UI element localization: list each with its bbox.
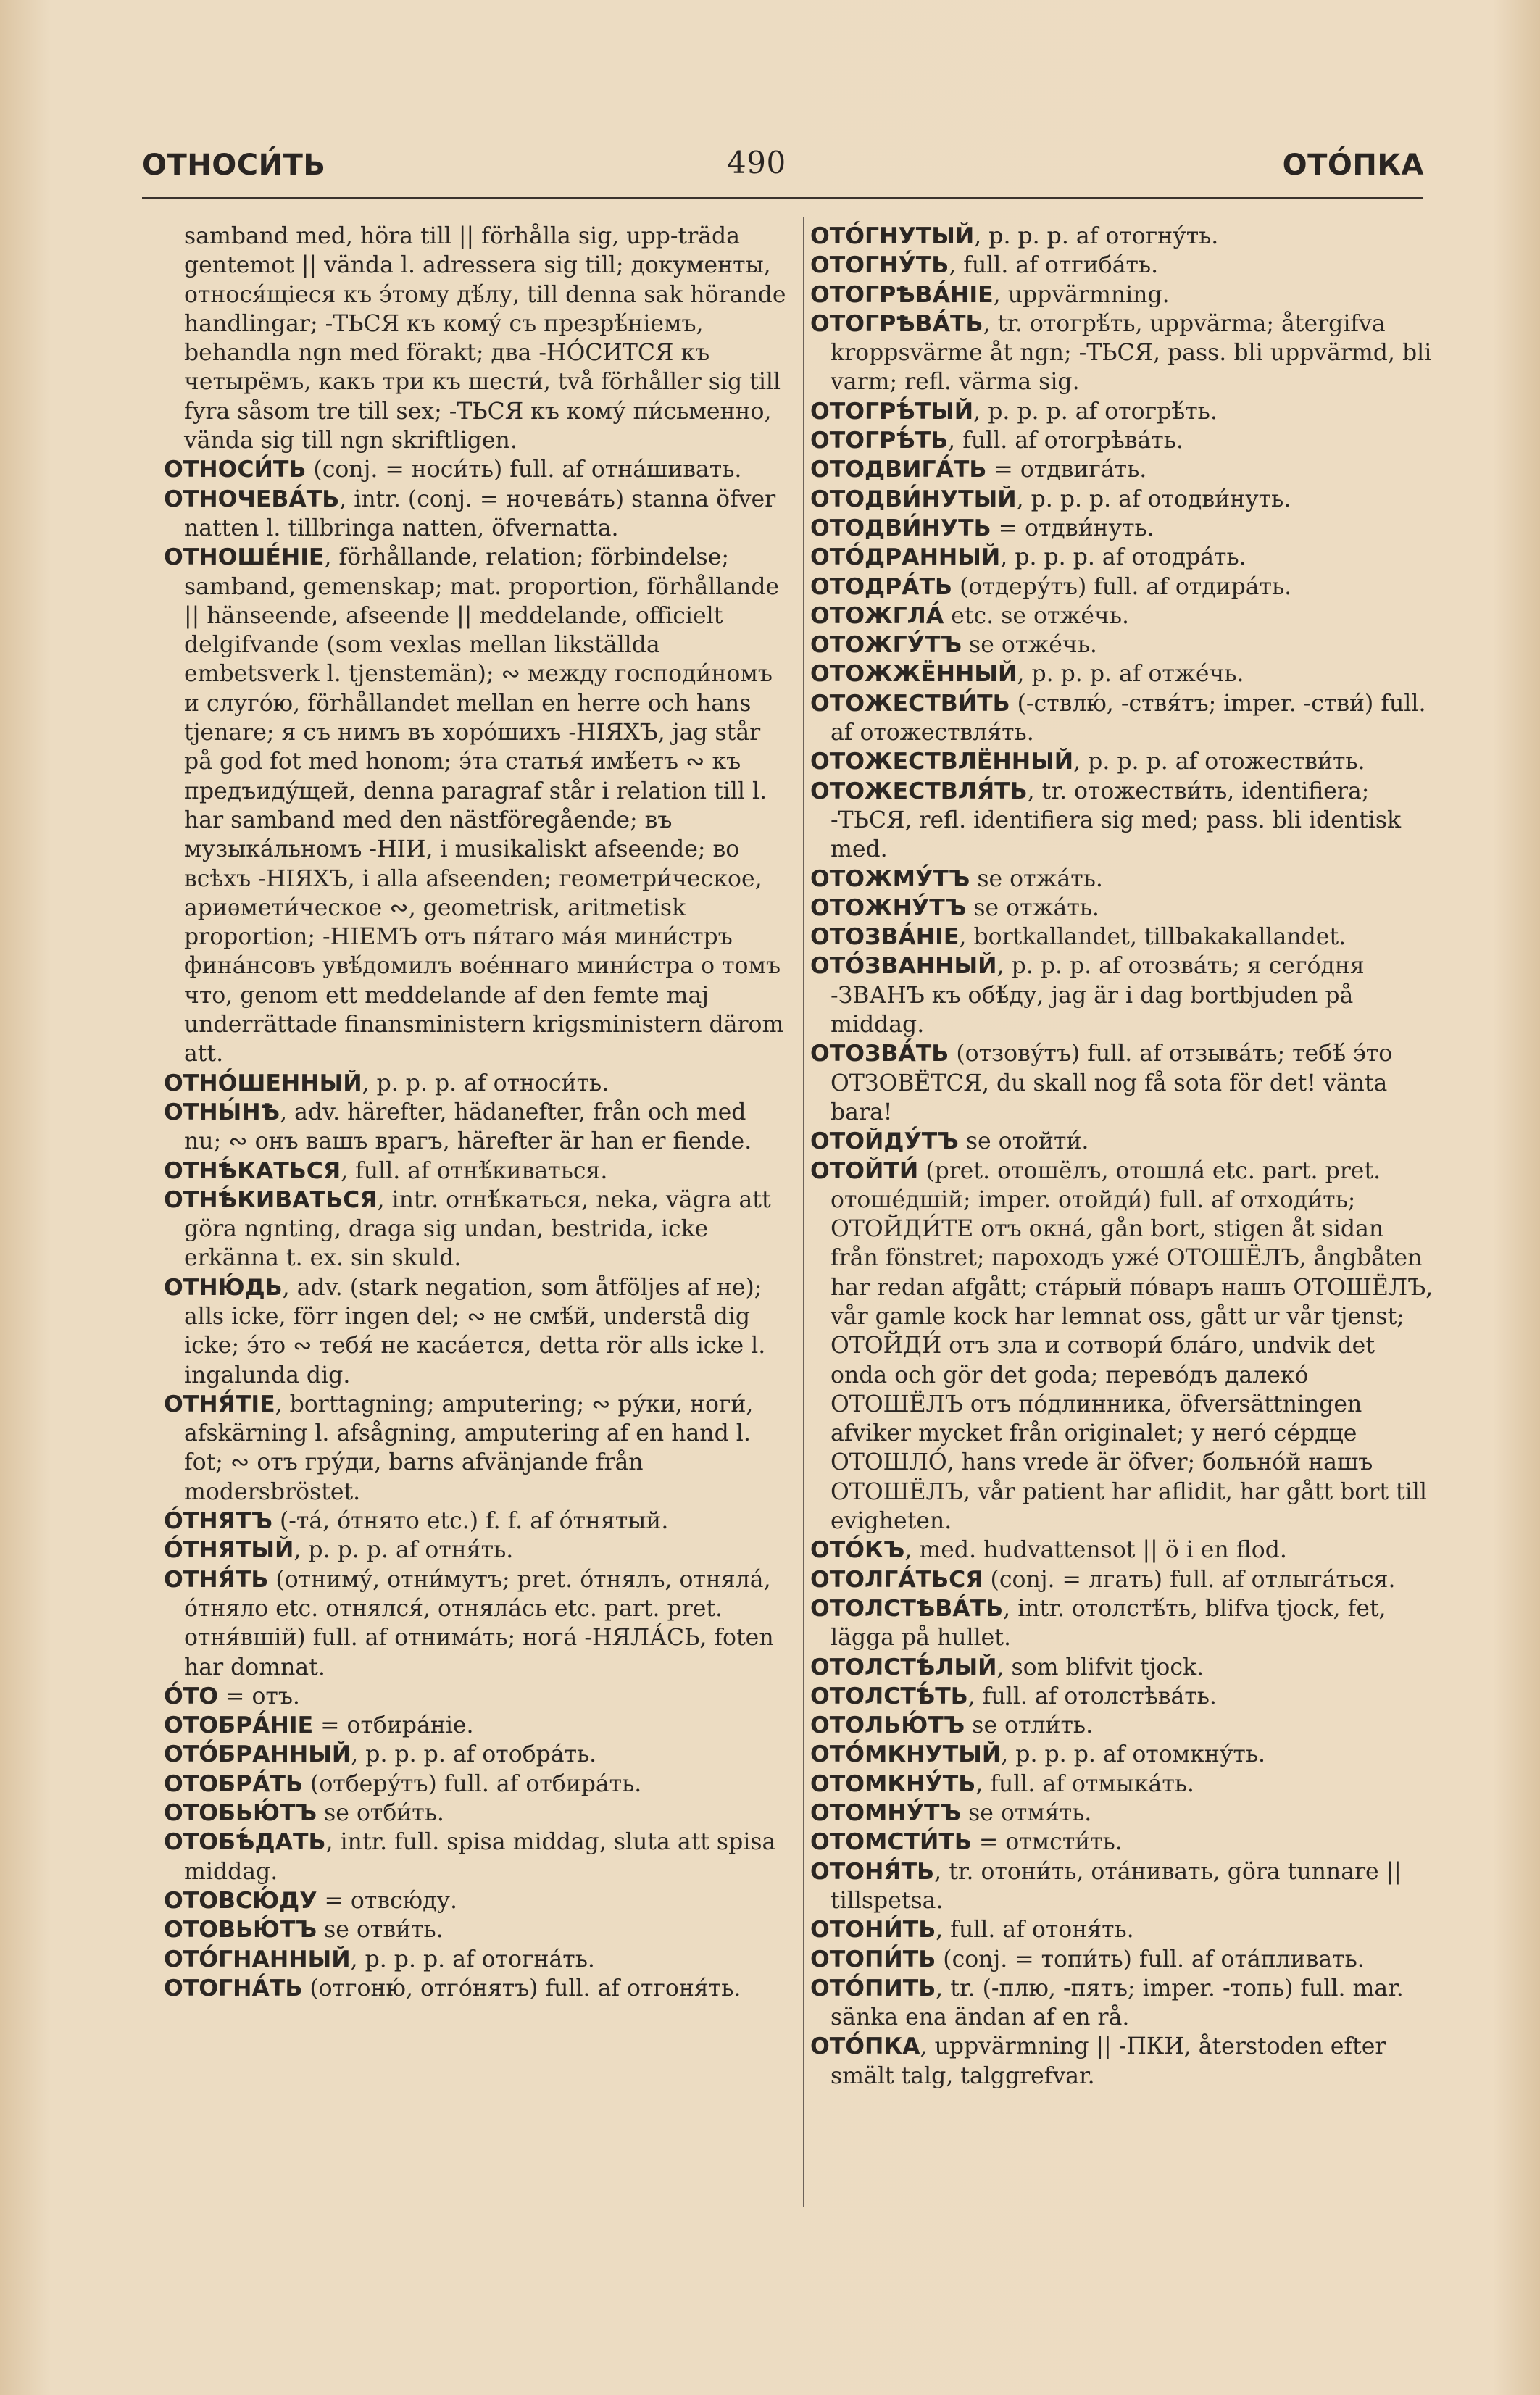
entry-definition: (-ствлю́, -ствя́тъ; imper. -стви́) full. af отожествля́ть. [831, 690, 1426, 746]
entry-definition: = отмсти́ть. [971, 1829, 1123, 1856]
entry-definition: , intr. отнѣ́каться, neka, vägra att göra ngnting, draga sig undan, bestrida, icke erkänna t. ex. sin skuld. [184, 1186, 771, 1272]
dictionary-entry [164, 1799, 788, 1828]
dictionary-entry [164, 455, 788, 484]
entry-headword: ОТОВЬЮ́ТЪ [164, 1917, 317, 1944]
entry-headword: ОТОЖЕСТВИ́ТЬ [810, 690, 1010, 717]
dictionary-entry [164, 1390, 788, 1507]
entry-headword: ОТОМСТИ́ТЬ [810, 1829, 972, 1856]
entry-definition: , adv. (stark negation, som åtföljes af не); alls icke, förr ingen del; ∾ не смѣ́й, understå dig icke; э́то ∾ тебя́ не каса́ется, detta rör alls icke l. ingalunda dig. [184, 1274, 766, 1388]
entry-definition: , som blifvit tjock. [996, 1654, 1204, 1680]
entry-headword: ОТО́ГНУТЫЙ [810, 223, 975, 249]
entry-headword: ОТОГРѢ́ТЬ [810, 428, 949, 454]
entry-definition: , p. p. p. af относи́ть. [362, 1070, 609, 1096]
dictionary-entry [164, 1740, 788, 1769]
entry-headword: ОТОДВИ́НУТЬ [810, 515, 991, 541]
entry-headword: ОТНО́ШЕННЫЙ [164, 1070, 362, 1096]
entry-definition: , full. af отогрѣва́ть. [948, 428, 1183, 454]
entry-definition: , p. p. p. af отомкну́ть. [1001, 1741, 1265, 1768]
entry-headword: ОТОДВИГА́ТЬ [810, 457, 987, 483]
dictionary-entry [164, 1886, 788, 1915]
entry-definition: , tr. отогрѣ́ть, uppvärma; återgifva kroppsvärme åt ngn; -ТЬСЯ, pass. bli uppvärmd, bli varm; refl. värma sig. [831, 310, 1432, 396]
entry-headword: ОТОГРѢВА́НІЕ [810, 281, 994, 308]
dictionary-entry [164, 1157, 788, 1186]
dictionary-entry [810, 747, 1433, 776]
entry-headword: ОТОЖГУ́ТЪ [810, 632, 962, 659]
entry-definition: (отгоню́, отго́нятъ) full. af отгоня́ть. [302, 1975, 741, 2002]
entry-headword: ОТО́КЪ [810, 1537, 905, 1564]
entry-definition: se отби́ть. [317, 1800, 444, 1827]
entry-headword: ОТНОЧЕВА́ТЬ [164, 486, 340, 512]
dictionary-entry [810, 222, 1433, 251]
entry-definition: , uppvärmning || -ПКИ, återstoden efter smält talg, talggrefvar. [831, 2033, 1386, 2089]
dictionary-entry [810, 543, 1433, 572]
entry-definition: , p. p. p. af отодра́ть. [1000, 544, 1246, 571]
entry-headword: ОТОГНУ́ТЬ [810, 252, 949, 279]
entry-headword: ОТОНИ́ТЬ [810, 1917, 936, 1944]
dictionary-entry [164, 543, 788, 1068]
page-number: 490 [727, 145, 786, 180]
entry-definition: (отберу́тъ) full. af отбира́ть. [303, 1770, 642, 1797]
entry-headword: ОТО́ЗВАННЫЙ [810, 953, 997, 980]
entry-headword: ОТНѢ́КИВАТЬСЯ [164, 1186, 378, 1213]
entry-headword: ОТНОСИ́ТЬ [164, 457, 307, 483]
entry-definition: , full. af отоня́ть. [936, 1917, 1134, 1944]
entry-headword: ОТОЖЕСТВЛЯ́ТЬ [810, 778, 1028, 804]
entry-headword: ОТОЙТИ́ [810, 1157, 919, 1184]
left-column [164, 222, 788, 2003]
entry-definition: (отниму́, отни́мутъ; pret. о́тнялъ, отняла́, о́тняло etc. отнялся́, отняла́сь etc. part. pret. отня́вшій) full. af отнима́ть; нога́ -НЯЛА́СЬ, foten har domnat. [184, 1566, 774, 1680]
entry-headword: ОТОГРѢВА́ТЬ [810, 310, 983, 337]
entry-headword: ОТОЛСТѢ́ЛЫЙ [810, 1654, 997, 1680]
entry-definition: samband med, höra till || förhålla sig, upp-träda gentemot || vända l. adressera sig till; документы, относя́щіеся къ э́тому дѣ́лу, till denna sak hörande handlingar; -ТЬСЯ къ кому́ съ презрѣ́ніемъ, behandla ngn med förakt; два -НО́СИТСЯ къ четырёмъ, какъ три къ шести́, två förhåller sig till fyra såsom tre till sex; -ТЬСЯ къ кому́ пи́сьменно, vända sig till ngn skriftligen. [184, 223, 786, 454]
entry-headword: ОТОБРА́НІЕ [164, 1712, 314, 1739]
entry-headword: ОТОЛСТѢВА́ТЬ [810, 1595, 1004, 1622]
dictionary-entry [164, 1711, 788, 1740]
entry-definition: , full. af отолстѣва́ть. [967, 1683, 1217, 1709]
dictionary-entry [810, 689, 1433, 748]
entry-definition: , borttagning; amputering; ∾ ру́ки, ноги́, afskärning l. afsågning, amputering af en hand l. fot; ∾ отъ гру́ди, barns afvänjande från modersbröstet. [184, 1391, 754, 1505]
entry-definition: , full. af отгиба́ть. [949, 252, 1159, 279]
entry-headword: О́ТНЯТЫЙ [164, 1537, 294, 1564]
entry-headword: О́ТО [164, 1683, 219, 1709]
entry-headword: ОТОПИ́ТЬ [810, 1946, 936, 1973]
header-rule [142, 197, 1423, 199]
dictionary-entry [810, 601, 1433, 630]
entry-definition: , p. p. p. af отня́ть. [294, 1537, 514, 1564]
entry-definition: (conj. = лгать) full. af отлыга́ться. [983, 1566, 1396, 1593]
dictionary-entry [810, 1740, 1433, 1769]
dictionary-entry [164, 1682, 788, 1711]
dictionary-entry [810, 1157, 1433, 1536]
entry-definition: (отзову́тъ) full. af отзыва́ть; тебѣ́ э́то ОТЗОВЁТСЯ, du skall nog få sota för det! vänta bara! [831, 1041, 1393, 1125]
right-column [810, 222, 1433, 2091]
dictionary-entry [164, 1186, 788, 1273]
entry-headword: ОТОБѢ́ДАТЬ [164, 1829, 326, 1856]
entry-definition: , full. af отнѣ́киваться. [341, 1157, 608, 1184]
entry-definition: , tr. (-плю, -пятъ; imper. -топь) full. mar. sänka ena ändan af en rå. [831, 1975, 1404, 2031]
entry-definition: = отъ. [218, 1683, 300, 1709]
dictionary-entry [164, 1507, 788, 1536]
entry-definition: (pret. отошёлъ, отошла́ etc. part. pret. отоше́дшій; imper. отойди́) full. af отходи́ть; ОТОЙДИ́ТЕ отъ окна́, gån bort, stigen åt sidan från fönstret; пароходъ уже́ ОТОШЁЛЪ, ångbåten har redan afgått; ста́рый по́варъ нашъ ОТОШЁЛЪ, vår gamle kock har lemnat oss, gått ur vår tjenst; ОТОЙДИ́ отъ зла и сотвори́ бла́го, undvik det onda och gör det goda; перево́дъ далеко́ ОТОШЁЛЪ отъ по́длинника, öfversättningen afviker mycket från originalet; у него́ се́рдце ОТОШЛО́, hans vrede är öfver; больно́й нашъ ОТОШЁЛЪ, vår patient har aflidit, har gått bort till evigheten. [831, 1157, 1433, 1535]
dictionary-entry [164, 1945, 788, 1974]
dictionary-entry [810, 1945, 1433, 1974]
dictionary-entry [810, 485, 1433, 514]
entry-headword: ОТНЯ́ТЬ [164, 1566, 269, 1593]
entry-definition: , p. p. p. af отогрѣ́ть. [973, 398, 1218, 425]
entry-headword: ОТОЗВА́ТЬ [810, 1041, 949, 1067]
dictionary-entry [810, 1682, 1433, 1711]
entry-headword: ОТОВСЮ́ДУ [164, 1887, 317, 1914]
entry-headword: ОТОЖМУ́ТЪ [810, 865, 970, 892]
entry-headword: ОТОГНА́ТЬ [164, 1975, 303, 2002]
entry-definition: = отдвига́ть. [986, 457, 1147, 483]
entry-headword: ОТОБРА́ТЬ [164, 1770, 304, 1797]
column-divider [803, 217, 804, 2207]
running-head-left: ОТНОСИ́ТЬ [142, 149, 326, 182]
entry-definition: , med. hudvattensot || ö i en flod. [904, 1537, 1287, 1564]
dictionary-entry [810, 922, 1433, 951]
dictionary-entry [164, 1828, 788, 1886]
entry-headword: ОТОГРѢ́ТЫЙ [810, 398, 974, 425]
dictionary-entry [810, 865, 1433, 894]
dictionary-entry [810, 1594, 1433, 1653]
dictionary-entry [810, 1857, 1433, 1916]
dictionary-entry [810, 1127, 1433, 1156]
entry-headword: ОТОДРА́ТЬ [810, 573, 953, 600]
dictionary-entry [810, 397, 1433, 426]
dictionary-entry [164, 1098, 788, 1157]
dictionary-entry [164, 485, 788, 543]
entry-definition: se отжа́ть. [970, 865, 1103, 892]
entry-headword: ОТО́ГНАННЫЙ [164, 1946, 351, 1973]
entry-definition: , p. p. p. af отже́чь. [1017, 661, 1244, 688]
entry-definition: etc. se отже́чь. [944, 602, 1130, 629]
dictionary-entry [810, 630, 1433, 659]
entry-headword: ОТОЖЖЁННЫЙ [810, 661, 1017, 688]
dictionary-entry [810, 1915, 1433, 1944]
entry-headword: ОТО́БРАННЫЙ [164, 1741, 351, 1768]
entry-headword: ОТНЯ́ТІЕ [164, 1391, 275, 1417]
dictionary-entry [810, 659, 1433, 688]
entry-headword: ОТОЛСТѢ́ТЬ [810, 1683, 968, 1709]
entry-definition: (conj. = топи́ть) full. af ота́пливать. [936, 1946, 1365, 1973]
entry-definition: , adv. härefter, hädanefter, från och med nu; ∾ онъ вашъ врагъ, härefter är han er fiende. [184, 1099, 752, 1155]
dictionary-entry [164, 1565, 788, 1682]
entry-definition: , bortkallandet, tillbakakallandet. [959, 924, 1347, 951]
dictionary-entry [810, 894, 1433, 922]
dictionary-entry [810, 1828, 1433, 1857]
entry-headword: ОТНОШЕ́НІЕ [164, 544, 325, 571]
dictionary-entry [810, 514, 1433, 543]
dictionary-entry [810, 1711, 1433, 1740]
dictionary-entry [164, 1536, 788, 1565]
dictionary-entry [810, 1039, 1433, 1127]
entry-definition: , full. af отмыка́ть. [975, 1770, 1194, 1797]
entry-headword: ОТНЮ́ДЬ [164, 1274, 283, 1301]
dictionary-entry [810, 455, 1433, 484]
entry-headword: О́ТНЯТЪ [164, 1508, 272, 1535]
entry-headword: ОТО́ПИТЬ [810, 1975, 936, 2002]
entry-headword: ОТОМНУ́ТЪ [810, 1800, 962, 1827]
entry-definition: = отбира́ніе. [313, 1712, 474, 1739]
dictionary-entry [810, 951, 1433, 1039]
entry-definition: se отли́ть. [965, 1712, 1094, 1739]
dictionary-entry [810, 1565, 1433, 1594]
entry-definition: , intr. отолстѣ́ть, blifva tjock, fet, lägga på hullet. [831, 1595, 1386, 1651]
entry-headword: ОТОМКНУ́ТЬ [810, 1770, 976, 1797]
entry-headword: ОТОНЯ́ТЬ [810, 1858, 935, 1885]
dictionary-entry [164, 1974, 788, 2003]
dictionary-entry [810, 309, 1433, 397]
running-head-right: ОТО́ПКА [1282, 149, 1424, 182]
entry-definition: = отдви́нуть. [991, 515, 1154, 541]
entry-definition: se отойти́. [958, 1128, 1089, 1155]
dictionary-entry [810, 1536, 1433, 1565]
entry-headword: ОТОДВИ́НУТЫЙ [810, 486, 1017, 512]
entry-definition: = отвсю́ду. [317, 1887, 458, 1914]
entry-definition: , tr. отожестви́ть, identifiera; -ТЬСЯ, refl. identifiera sig med; pass. bli identisk med. [831, 778, 1402, 863]
entry-headword: ОТО́ДРАННЫЙ [810, 544, 1001, 571]
entry-definition: se отже́чь. [962, 632, 1097, 659]
dictionary-entry [810, 251, 1433, 280]
dictionary-entry [164, 1915, 788, 1944]
entry-headword: ОТОЛГА́ТЬСЯ [810, 1566, 983, 1593]
entry-definition: , intr. (conj. = ночева́ть) stanna öfver natten l. tillbringa natten, öfvernatta. [184, 486, 776, 541]
dictionary-entry [810, 1653, 1433, 1682]
dictionary-entry [164, 1069, 788, 1098]
entry-headword: ОТОЖНУ́ТЪ [810, 894, 967, 921]
entry-definition: , p. p. p. af отозва́ть; я сего́дня -ЗВАНЪ къ обѣ́ду, jag är i dag bortbjuden på middag. [831, 953, 1365, 1038]
entry-definition: , p. p. p. af отодви́нуть. [1016, 486, 1291, 512]
entry-headword: ОТОЖЕСТВЛЁННЫЙ [810, 749, 1074, 775]
entry-definition: , p. p. p. af отогна́ть. [350, 1946, 595, 1973]
entry-headword: ОТОЗВА́НІЕ [810, 924, 960, 951]
dictionary-entry [164, 1770, 788, 1799]
entry-definition: , intr. full. spisa middag, sluta att spisa middag. [184, 1829, 776, 1885]
entry-headword: ОТОБЬЮ́ТЪ [164, 1800, 317, 1827]
entry-headword: ОТНЫ́НѢ [164, 1099, 280, 1125]
entry-definition: , p. p. p. af отобра́ть. [351, 1741, 597, 1768]
entry-definition: , uppvärmning. [993, 281, 1170, 308]
entry-definition: se отмя́ть. [961, 1800, 1092, 1827]
dictionary-entry [810, 572, 1433, 601]
dictionary-entry [810, 426, 1433, 455]
entry-headword: ОТО́ПКА [810, 2033, 920, 2060]
dictionary-entry [810, 777, 1433, 865]
dictionary-entry [810, 1974, 1433, 2033]
entry-headword: ОТОЙДУ́ТЪ [810, 1128, 959, 1155]
entry-definition: , förhållande, relation; förbindelse; samband, gemenskap; mat. proportion, förhållande || hänseende, afseende || meddelande, officielt delgifvande (som vexlas mellan likställda embetsverk l. tjenstemän); ∾ между господи́номъ и слуго́ю, förhållandet mellan en herre och hans tjenare; я съ нимъ въ хоро́шихъ -НІЯХЪ, jag står på god fot med honom; э́та статья́ имѣ́етъ ∾ къ предъиду́щей, denna paragraf står i relation till l. har samband med den nästföregående; въ музыка́льномъ -НІИ, i musikaliskt afseende; во всѣхъ -НІЯХЪ, i alla afseenden; геометри́ческое, ариѳмети́ческое ∾, geometrisk, aritmetisk proportion; -НІЕМЪ отъ пя́таго ма́я мини́стръ фина́нсовъ увѣ́домилъ вое́ннаго мини́стра о томъ что, genom ett meddelande af den femte maj underrättade finansministern krigsministern därom att. [184, 544, 784, 1067]
entry-definition: se отжа́ть. [966, 894, 1099, 921]
dictionary-entry [164, 222, 788, 455]
entry-definition: , p. p. p. af отожестви́ть. [1073, 749, 1365, 775]
dictionary-entry [164, 1273, 788, 1390]
dictionary-entry [810, 1770, 1433, 1799]
dictionary-entry [810, 280, 1433, 309]
dictionary-entry [810, 2032, 1433, 2091]
dictionary-entry [810, 1799, 1433, 1828]
entry-headword: ОТО́МКНУТЫЙ [810, 1741, 1002, 1768]
entry-definition: (отдеру́тъ) full. af отдира́ть. [952, 573, 1292, 600]
entry-definition: se отви́ть. [317, 1917, 444, 1944]
entry-definition: , tr. отони́ть, ота́нивать, göra tunnare || tillspetsa. [831, 1858, 1402, 1914]
entry-definition: , p. p. p. af отогну́ть. [974, 223, 1219, 249]
entry-definition: (-та́, о́тнято etc.) f. f. af о́тнятый. [272, 1508, 669, 1535]
entry-headword: ОТНѢ́КАТЬСЯ [164, 1157, 341, 1184]
entry-headword: ОТОЖГЛА́ [810, 602, 944, 629]
entry-definition: (conj. = носи́ть) full. af отна́шивать. [306, 457, 742, 483]
entry-headword: ОТОЛЬЮ́ТЪ [810, 1712, 965, 1739]
